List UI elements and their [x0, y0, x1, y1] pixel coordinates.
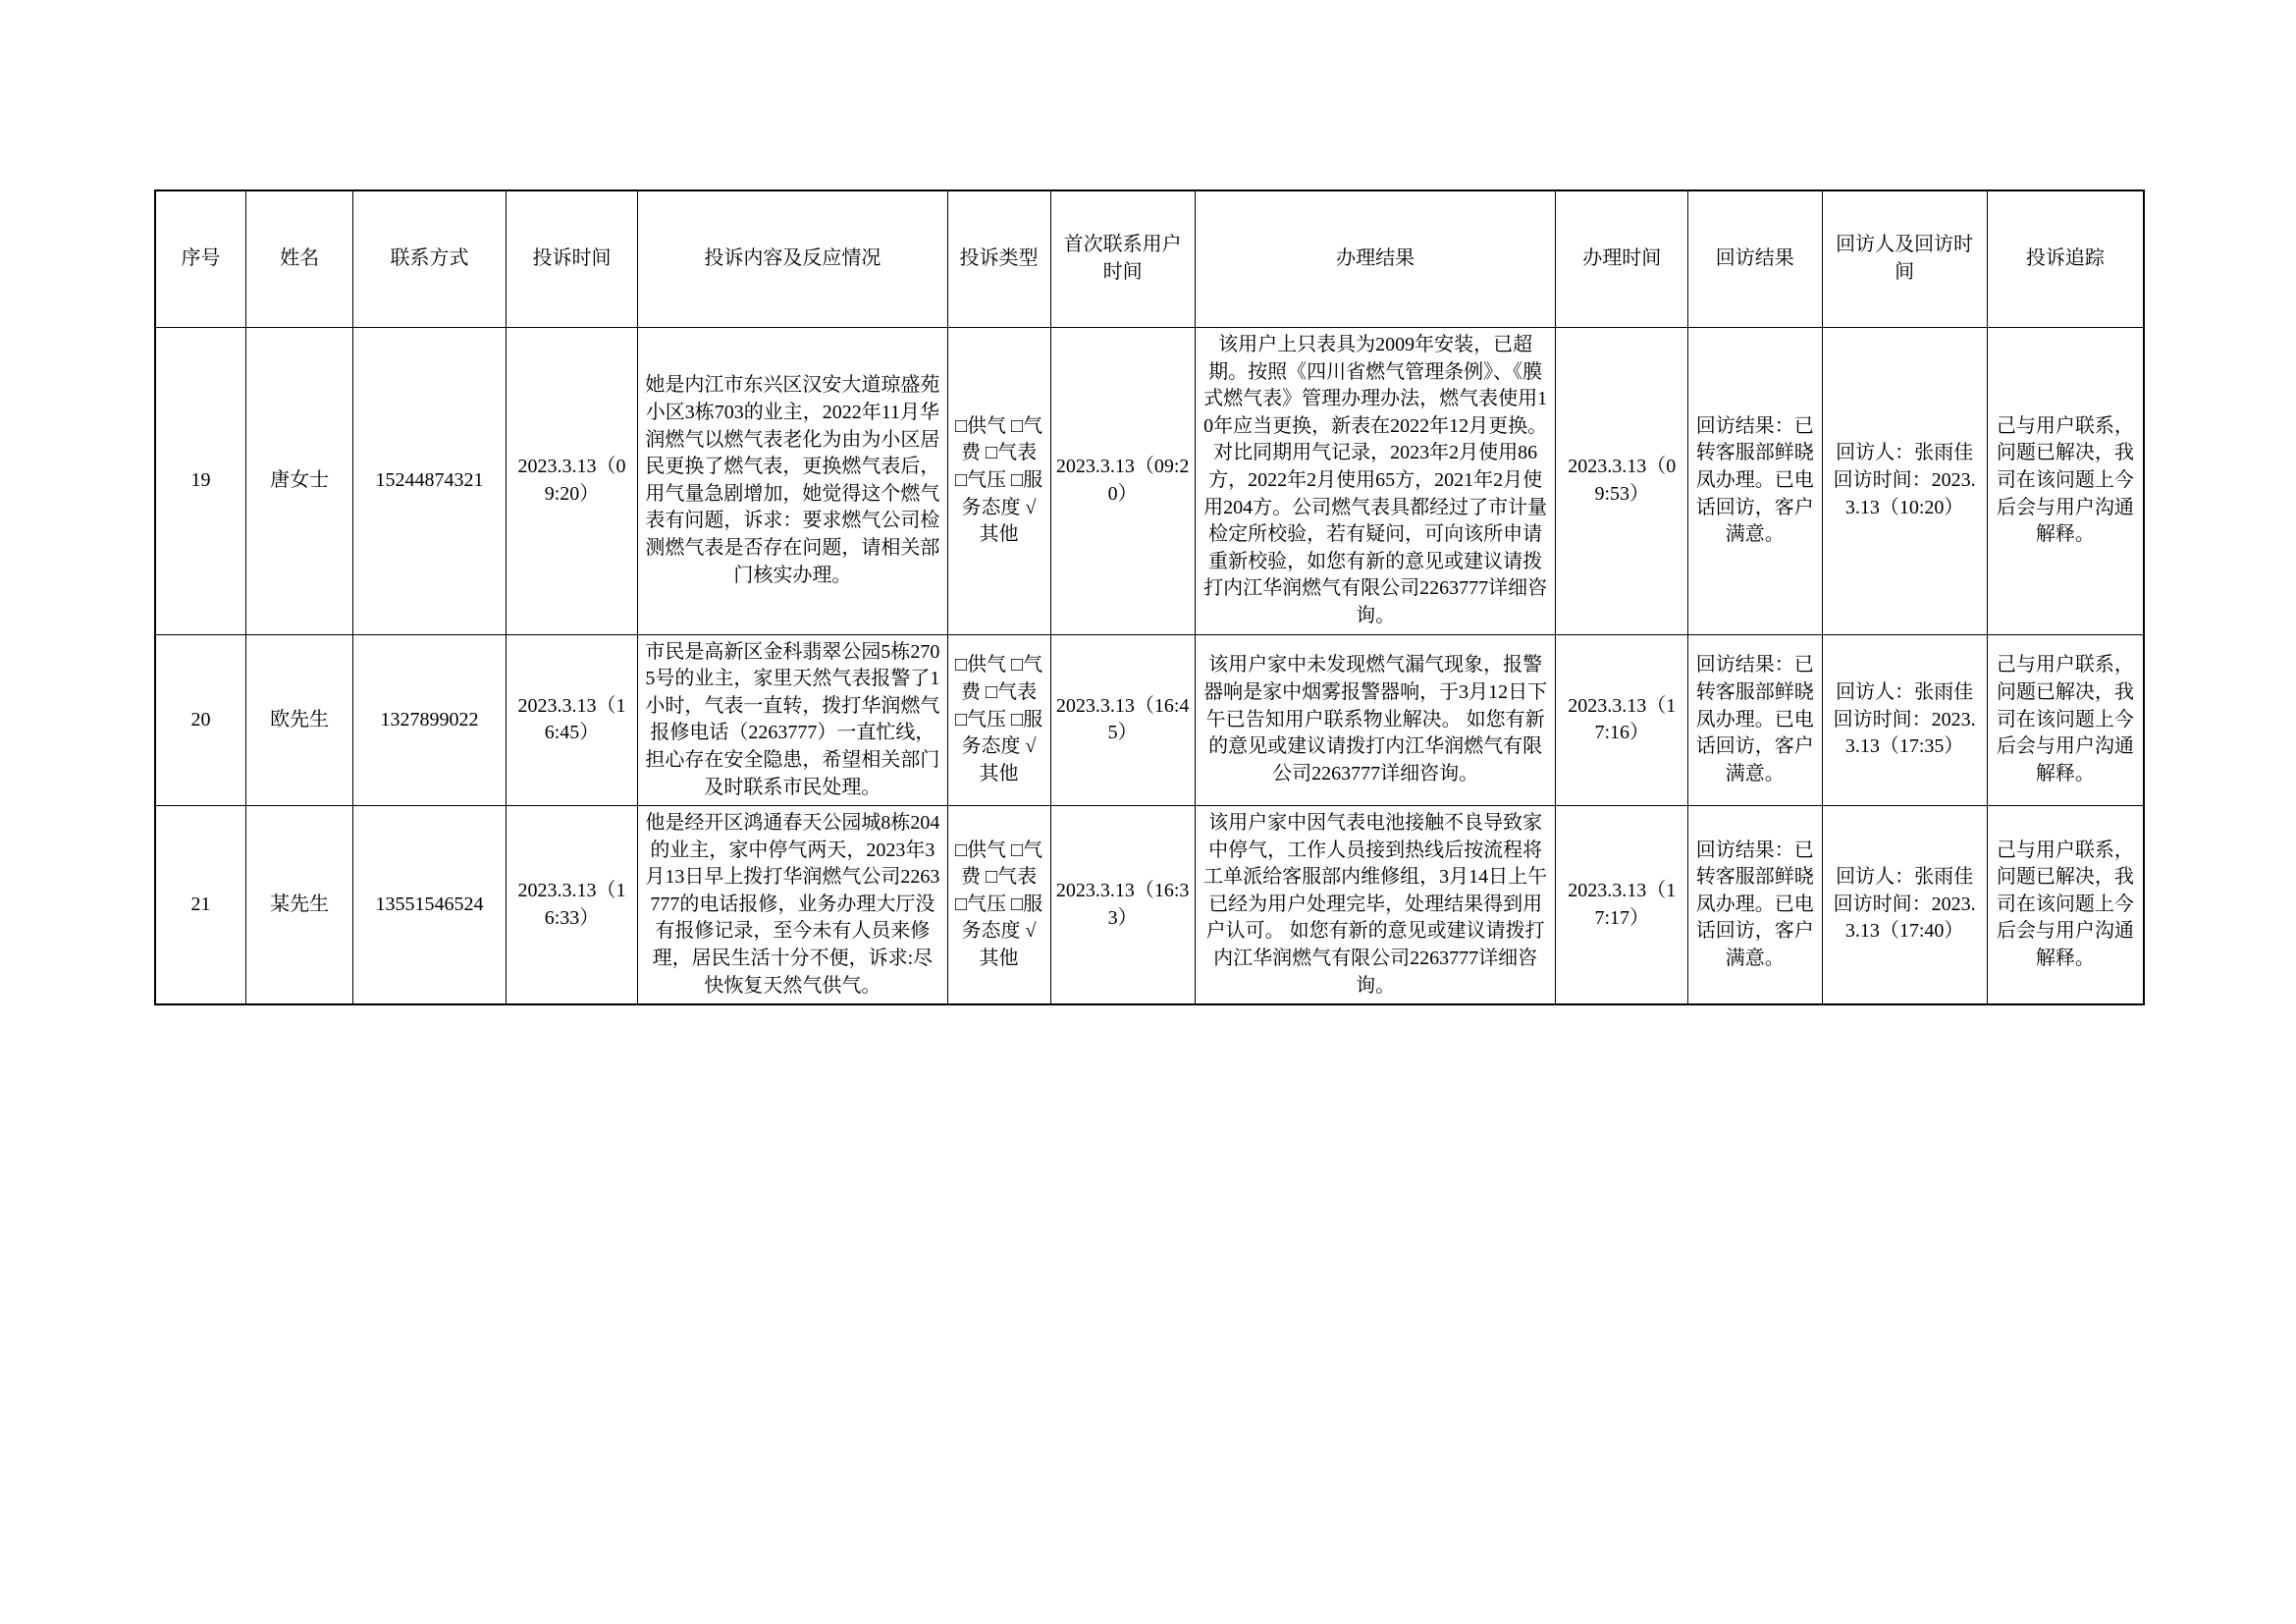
cell-complaint-track: 己与用户联系，问题已解决，我司在该问题上今后会与用户沟通解释。 — [1987, 634, 2144, 806]
header-complaint-time: 投诉时间 — [506, 190, 638, 328]
cell-complaint-content: 市民是高新区金科翡翠公园5栋2705号的业主，家里天然气表报警了1小时，气表一直转，拨打华润燃气报修电话（2263777）一直忙线，担心存在安全隐患，希望相关部门及时联系市民处理。 — [638, 634, 947, 806]
header-first-contact-time: 首次联系用户时间 — [1050, 190, 1195, 328]
cell-visitor: 回访人：张雨佳回访时间：2023.3.13（17:40） — [1822, 806, 1987, 1005]
header-row — [155, 190, 2144, 328]
cell-seq: 21 — [155, 806, 245, 1005]
cell-visit-result: 回访结果：已转客服部鲜晓凤办理。已电话回访，客户满意。 — [1687, 634, 1822, 806]
cell-handle-time: 2023.3.13（17:17） — [1556, 806, 1688, 1005]
cell-complaint-time: 2023.3.13（09:20） — [506, 328, 638, 635]
header-visitor-and-time: 回访人及回访时间 — [1822, 190, 1987, 328]
table-row — [155, 806, 2144, 1005]
header-seq: 序号 — [155, 190, 245, 328]
cell-complaint-time: 2023.3.13（16:33） — [506, 806, 638, 1005]
cell-complaint-type: □供气 □气费 □气表 □气压 □服务态度 √其他 — [947, 328, 1050, 635]
cell-visit-result: 回访结果：已转客服部鲜晓凤办理。已电话回访，客户满意。 — [1687, 806, 1822, 1005]
cell-first-contact-time: 2023.3.13（16:33） — [1050, 806, 1195, 1005]
cell-complaint-type: □供气 □气费 □气表 □气压 □服务态度 √其他 — [947, 634, 1050, 806]
table-header — [155, 190, 2144, 328]
cell-visitor: 回访人：张雨佳回访时间：2023.3.13（10:20） — [1822, 328, 1987, 635]
cell-complaint-content: 她是内江市东兴区汉安大道琼盛苑小区3栋703的业主，2022年11月华润燃气以燃气表老化为由为小区居民更换了燃气表，更换燃气表后，用气量急剧增加，她觉得这个燃气表有问题，诉求：要求燃气公司检测燃气表是否存在问题，请相关部门核实办理。 — [638, 328, 947, 635]
header-handle-time: 办理时间 — [1556, 190, 1688, 328]
table-row — [155, 328, 2144, 635]
cell-name: 欧先生 — [245, 634, 352, 806]
cell-phone: 13551546524 — [353, 806, 507, 1005]
cell-phone: 1327899022 — [353, 634, 507, 806]
cell-complaint-time: 2023.3.13（16:45） — [506, 634, 638, 806]
cell-handle-result: 该用户家中未发现燃气漏气现象，报警器响是家中烟雾报警器响，于3月12日下午已告知用户联系物业解决。 如您有新的意见或建议请拨打内江华润燃气有限公司2263777详细咨询。 — [1195, 634, 1556, 806]
cell-complaint-type: □供气 □气费 □气表 □气压 □服务态度 √其他 — [947, 806, 1050, 1005]
cell-complaint-track: 己与用户联系，问题已解决，我司在该问题上今后会与用户沟通解释。 — [1987, 806, 2144, 1005]
cell-complaint-track: 己与用户联系，问题已解决，我司在该问题上今后会与用户沟通解释。 — [1987, 328, 2144, 635]
cell-first-contact-time: 2023.3.13（09:20） — [1050, 328, 1195, 635]
header-complaint-type: 投诉类型 — [947, 190, 1050, 328]
header-visit-result: 回访结果 — [1687, 190, 1822, 328]
complaint-records-table — [154, 189, 2145, 1005]
header-handle-result: 办理结果 — [1195, 190, 1556, 328]
header-complaint-content: 投诉内容及反应情况 — [638, 190, 947, 328]
cell-first-contact-time: 2023.3.13（16:45） — [1050, 634, 1195, 806]
cell-name: 某先生 — [245, 806, 352, 1005]
header-complaint-track: 投诉追踪 — [1987, 190, 2144, 328]
cell-handle-time: 2023.3.13（09:53） — [1556, 328, 1688, 635]
cell-handle-time: 2023.3.13（17:16） — [1556, 634, 1688, 806]
cell-handle-result: 该用户家中因气表电池接触不良导致家中停气，工作人员接到热线后按流程将工单派给客服部内维修组，3月14日上午已经为用户处理完毕，处理结果得到用户认可。 如您有新的意见或建议请拨打内江华润燃气有限公司2263777详细咨询。 — [1195, 806, 1556, 1005]
cell-seq: 19 — [155, 328, 245, 635]
header-phone: 联系方式 — [353, 190, 507, 328]
cell-name: 唐女士 — [245, 328, 352, 635]
cell-phone: 15244874321 — [353, 328, 507, 635]
cell-complaint-content: 他是经开区鸿通春天公园城8栋204的业主，家中停气两天，2023年3月13日早上拨打华润燃气公司2263777的电话报修，业务办理大厅没有报修记录，至今未有人员来修理，居民生活十分不便，诉求:尽快恢复天然气供气。 — [638, 806, 947, 1005]
table-row — [155, 634, 2144, 806]
cell-handle-result: 该用户上只表具为2009年安装，已超期。按照《四川省燃气管理条例》、《膜式燃气表》管理办理办法，燃气表使用10年应当更换，新表在2022年12月更换。对比同期用气记录，2023年2月使用86方，2022年2月使用65方，2021年2月使用204方。公司燃气表具都经过了市计量检定所校验，若有疑问，可向该所申请重新校验，如您有新的意见或建议请拨打内江华润燃气有限公司2263777详细咨询。 — [1195, 328, 1556, 635]
header-name: 姓名 — [245, 190, 352, 328]
cell-visitor: 回访人：张雨佳回访时间：2023.3.13（17:35） — [1822, 634, 1987, 806]
cell-visit-result: 回访结果：已转客服部鲜晓凤办理。已电话回访，客户满意。 — [1687, 328, 1822, 635]
table-body — [155, 328, 2144, 1005]
cell-seq: 20 — [155, 634, 245, 806]
